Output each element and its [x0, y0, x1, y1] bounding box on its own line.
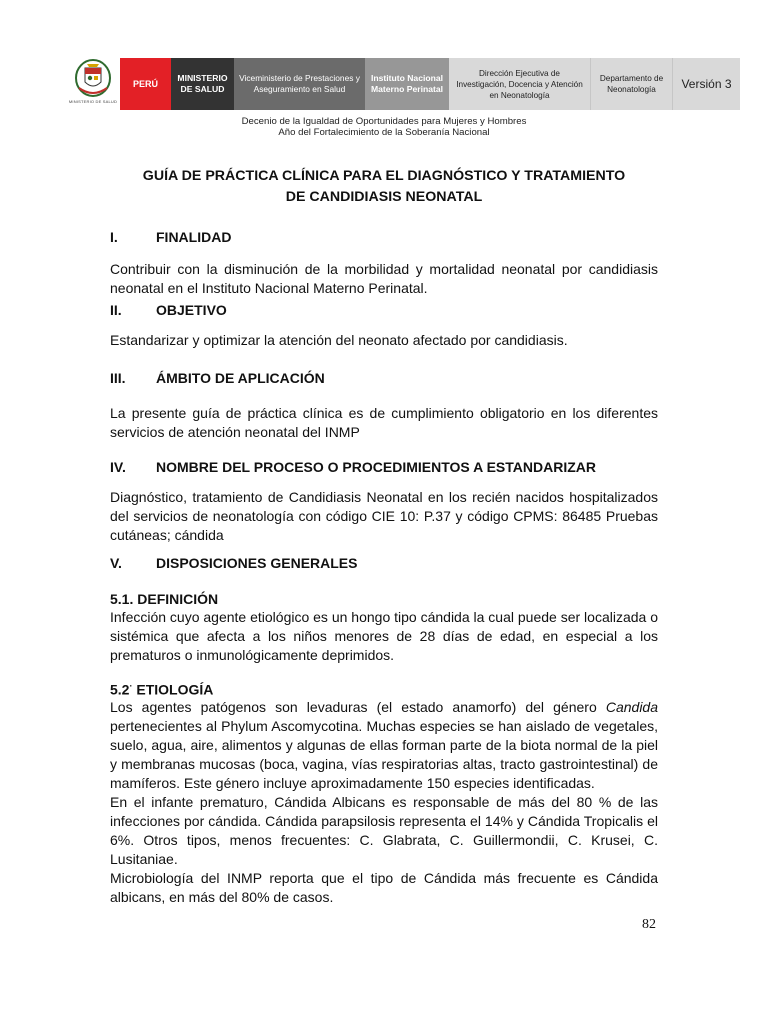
- subheader-line-2: Año del Fortalecimiento de la Soberanía Nacional: [278, 127, 490, 138]
- subheader: [0, 116, 768, 138]
- departamento-label: Departamento de Neonatología: [599, 74, 664, 94]
- page-number: 82: [642, 917, 656, 932]
- heading-number: 5.2: [110, 681, 130, 698]
- title-line-2: DE CANDIDIASIS NEONATAL: [285, 189, 483, 205]
- peru-coat-of-arms-logo: [66, 58, 120, 110]
- logo-caption: MINISTERIO DE SALUD: [68, 99, 118, 104]
- section-number: I.: [110, 229, 118, 245]
- header-viceministerio-block: [234, 58, 365, 110]
- section-heading-ambito: [110, 370, 325, 386]
- section-heading-objetivo: [110, 302, 227, 318]
- subsection-etiologia-body: [110, 698, 658, 907]
- section-heading-proceso: [110, 459, 596, 475]
- section-heading-finalidad: [110, 229, 231, 245]
- section-number: V.: [110, 555, 122, 571]
- direccion-label: Dirección Ejecutiva de Investigación, Docencia y Atención en Neonatología: [456, 68, 583, 100]
- header-departamento-block: [590, 58, 672, 110]
- section-text-objetivo: Estandarizar y optimizar la atención del neonato afectado por candidiasis.: [110, 332, 568, 348]
- viceministerio-label: Viceministerio de Prestaciones y Aseguramiento en Salud: [239, 73, 360, 94]
- subsection-heading-definicion: 5.1. DEFINICIÓN: [110, 591, 219, 607]
- heading-mark: ·: [129, 681, 133, 691]
- etiologia-paragraph-1: [110, 698, 658, 793]
- section-title: OBJETIVO: [156, 302, 227, 318]
- subheader-line-1: Decenio de la Igualdad de Oportunidades para Mujeres y Hombres: [241, 116, 527, 127]
- etiologia-paragraph-2: En el infante prematuro, Cándida Albicans es responsable de más del 80 % de las infecciones por cándida. Cándida parapsilosis representa el 14% y Cándida Tropicalis el 6%. Otros tipos, menos frecuentes: C. Glabrata, C. Guillermondii, C. Krusei, C. Lusitaniae.: [110, 794, 658, 867]
- section-title: DISPOSICIONES GENERALES: [156, 555, 358, 571]
- subsection-heading-etiologia: [110, 681, 213, 698]
- section-title: NOMBRE DEL PROCESO O PROCEDIMIENTOS A ESTANDARIZAR: [156, 459, 596, 475]
- section-heading-disposiciones: [110, 555, 357, 571]
- section-text-ambito: La presente guía de práctica clínica es de cumplimiento obligatorio en los diferentes servicios de atención neonatal del INMP: [110, 405, 658, 440]
- header-version-block: Versión 3: [672, 58, 740, 110]
- p1-text-a: Los agentes patógenos son levaduras (el estado anamorfo) del género: [110, 699, 606, 715]
- section-title: FINALIDAD: [156, 229, 232, 245]
- p1-text-b: pertenecientes al Phylum Ascomycotina. Muchas especies se han aislado de vegetales, suelo, agua, aire, alimentos y algunas de ellas forman parte de la biota normal de la piel y membranas mucosas (boca, vagina, vías respiratorias altas, tracto gastrointestinal) de mamíferos. Este género incluye aproximadamente 150 especies identificadas.: [110, 718, 658, 791]
- subsection-text-definicion: Infección cuyo agente etiológico es un hongo tipo cándida la cual puede ser localizada o sistémica que afecta a los niños menores de 28 días de edad, en especial a los prematuros o inmunológicamente deprimidos.: [110, 609, 658, 663]
- header-instituto-block: [365, 58, 449, 110]
- header-peru-block: PERÚ: [120, 58, 171, 110]
- section-number: IV.: [110, 459, 126, 475]
- header-direccion-block: [449, 58, 590, 110]
- ministerio-label: MINISTERIO DE SALUD: [177, 73, 228, 94]
- section-text-finalidad: Contribuir con la disminución de la morbilidad y mortalidad neonatal por candidiasis neonatal en el Instituto Nacional Materno Perinatal.: [110, 261, 658, 296]
- etiologia-paragraph-3: Microbiología del INMP reporta que el tipo de Cándida más frecuente es Cándida albicans, en más del 80% de casos.: [110, 870, 658, 905]
- section-number: III.: [110, 370, 126, 386]
- header-ministerio-block: [171, 58, 234, 110]
- p1-italic-genus: Candida: [605, 699, 658, 715]
- instituto-label: Instituto Nacional Materno Perinatal: [370, 73, 444, 94]
- section-text-proceso: Diagnóstico, tratamiento de Candidiasis Neonatal en los recién nacidos hospitalizados del servicios de neonatología con código CIE 10: P.37 y código CPMS: 86485 Pruebas cutáneas; cándida: [110, 489, 658, 543]
- document-header: [66, 58, 746, 110]
- document-title: [0, 166, 768, 208]
- title-line-1: GUÍA DE PRÁCTICA CLÍNICA PARA EL DIAGNÓSTICO Y TRATAMIENTO: [142, 168, 626, 184]
- section-number: II.: [110, 302, 122, 318]
- heading-title: ETIOLOGÍA: [132, 681, 214, 698]
- section-title: ÁMBITO DE APLICACIÓN: [156, 370, 325, 386]
